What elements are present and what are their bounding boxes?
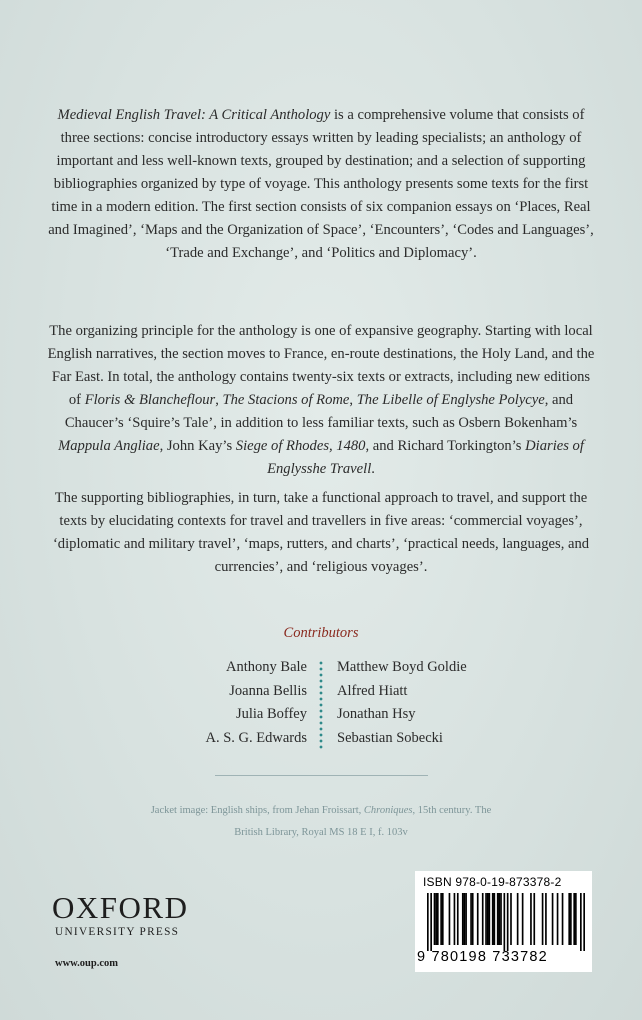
university-press-label: UNIVERSITY PRESS bbox=[55, 926, 180, 938]
text-run: , 15th century. The British Library, Royal MS 18 E I, f. 103v bbox=[234, 805, 492, 838]
barcode-bar bbox=[434, 893, 436, 945]
barcode-bar bbox=[545, 893, 547, 945]
text-run: , bbox=[215, 392, 223, 408]
barcode-bar bbox=[542, 893, 544, 945]
text-run: , John Kay’s bbox=[159, 438, 236, 454]
isbn-barcode bbox=[415, 871, 592, 972]
italic-title: Siege of Rhodes, 1480 bbox=[235, 438, 366, 454]
italic-title: The Libelle of Englyshe Polycye bbox=[356, 392, 545, 408]
barcode-bar bbox=[500, 893, 502, 945]
italic-title: Floris & Blancheflour bbox=[84, 392, 216, 408]
barcode-bar bbox=[457, 893, 459, 945]
dotted-divider bbox=[319, 660, 323, 750]
text-run: The supporting bibliographies, in turn, take a functional approach to travel, and support the texts by elucidating contexts for travel and travellers in five areas: ‘commercial voyages’, ‘diplomatic and military travel’, ‘maps, rutters, and charts’, ‘practical needs, languages, and currencies’, and ‘religious voyages’. bbox=[52, 490, 590, 575]
contributor-name: Alfred Hiatt bbox=[337, 682, 408, 699]
italic-title: The Stacions of Rome bbox=[222, 392, 350, 408]
contributor-name: Joanna Bellis bbox=[229, 682, 307, 699]
jacket-image-credit bbox=[150, 800, 492, 844]
barcode-bar bbox=[485, 893, 487, 945]
barcode-bar bbox=[454, 893, 456, 945]
barcode-bar bbox=[580, 893, 582, 951]
barcode-bar bbox=[427, 893, 429, 951]
barcode-bar bbox=[573, 893, 575, 945]
description-paragraph-2 bbox=[44, 320, 598, 481]
barcode-bar bbox=[440, 893, 442, 945]
barcode-bar bbox=[492, 893, 494, 945]
barcode-bar bbox=[482, 893, 484, 945]
barcode-bar bbox=[533, 893, 535, 945]
description-paragraph-3 bbox=[44, 487, 598, 579]
oxford-logo-wordmark: OXFORD bbox=[52, 890, 189, 925]
contributors-right-column bbox=[337, 656, 467, 750]
barcode-bar bbox=[487, 893, 489, 945]
barcode-bar bbox=[494, 893, 496, 945]
barcode-bar bbox=[507, 893, 509, 951]
contributors-left-column bbox=[206, 656, 308, 750]
barcode-bar bbox=[517, 893, 519, 945]
text-run: , and Chaucer’s ‘Squire’s Tale’, in addition to less familiar texts, such as Osbern Bokenham’s bbox=[64, 392, 578, 431]
barcode-bar bbox=[557, 893, 559, 945]
barcode-bar bbox=[472, 893, 474, 945]
text-run: . bbox=[371, 461, 375, 477]
barcode-bar bbox=[530, 893, 532, 945]
barcode-bar bbox=[570, 893, 572, 945]
barcode-bar bbox=[470, 893, 472, 945]
barcode-bar bbox=[435, 893, 437, 945]
italic-title: Chroniques bbox=[363, 805, 413, 816]
italic-title: Mappula Angliae bbox=[58, 438, 160, 454]
barcode-bar bbox=[568, 893, 570, 945]
barcode-bar bbox=[522, 893, 524, 945]
text-run: Jacket image: English ships, from Jehan Froissart, bbox=[150, 805, 364, 816]
barcode-bar bbox=[575, 893, 577, 945]
text-run: , bbox=[349, 392, 357, 408]
text-run: The organizing principle for the anthology is one of expansive geography. Starting with local English narratives, the section moves to France, en-route destinations, the Holy Land, and the Far East. In total, the anthology contains twenty-six texts or extracts, including new editions of bbox=[47, 323, 595, 408]
barcode-bar bbox=[465, 893, 467, 945]
description-paragraph-1 bbox=[44, 104, 598, 265]
contributor-name: Matthew Boyd Goldie bbox=[337, 659, 467, 675]
publisher-url: www.oup.com bbox=[55, 958, 119, 969]
italic-title: Diaries of Englysshe Travell bbox=[267, 438, 584, 477]
barcode-bar bbox=[562, 893, 564, 945]
contributor-name: Anthony Bale bbox=[226, 659, 307, 675]
barcode-bar bbox=[477, 893, 479, 945]
contributor-name: Jonathan Hsy bbox=[337, 706, 416, 722]
barcode-bar bbox=[510, 893, 512, 945]
barcode-bar bbox=[462, 893, 464, 945]
barcode-bar bbox=[437, 893, 439, 945]
barcode-bar bbox=[583, 893, 585, 951]
barcode-bar bbox=[504, 893, 506, 951]
barcode-bar bbox=[464, 893, 466, 945]
contributor-name: Julia Boffey bbox=[235, 706, 307, 722]
barcode-bar bbox=[497, 893, 499, 945]
contributor-name: Sebastian Sobecki bbox=[337, 729, 443, 746]
text-run: is a comprehensive volume that consists of three sections: concise introductory essays written by leading specialists; an anthology of important and less well-known texts, grouped by destination; and a selection of supporting bibliographies organized by type of voyage. This anthology presents some texts for the first time in a modern edition. The first section consists of six companion essays on ‘Places, Real and Imagined’, ‘Maps and the Organization of Space’, ‘Encounters’, ‘Codes and Languages’, ‘Trade and Exchange’, and ‘Politics and Diplomacy’. bbox=[48, 107, 594, 261]
isbn-label: ISBN 978-0-19-873378-2 bbox=[423, 875, 562, 889]
barcode-bar bbox=[489, 893, 491, 945]
contributors-heading: Contributors bbox=[283, 625, 359, 641]
barcode-bar bbox=[442, 893, 444, 945]
barcode-bars bbox=[427, 893, 585, 951]
barcode-digits: 9 780198 733782 bbox=[417, 949, 548, 965]
barcode-bar bbox=[430, 893, 432, 951]
text-run: , and Richard Torkington’s bbox=[365, 438, 526, 454]
barcode-bar bbox=[499, 893, 501, 945]
barcode-bar bbox=[552, 893, 554, 945]
italic-title: Medieval English Travel: A Critical Anthology bbox=[57, 107, 331, 123]
contributor-name: A. S. G. Edwards bbox=[205, 729, 307, 746]
barcode-bar bbox=[449, 893, 451, 945]
horizontal-rule bbox=[215, 775, 428, 776]
